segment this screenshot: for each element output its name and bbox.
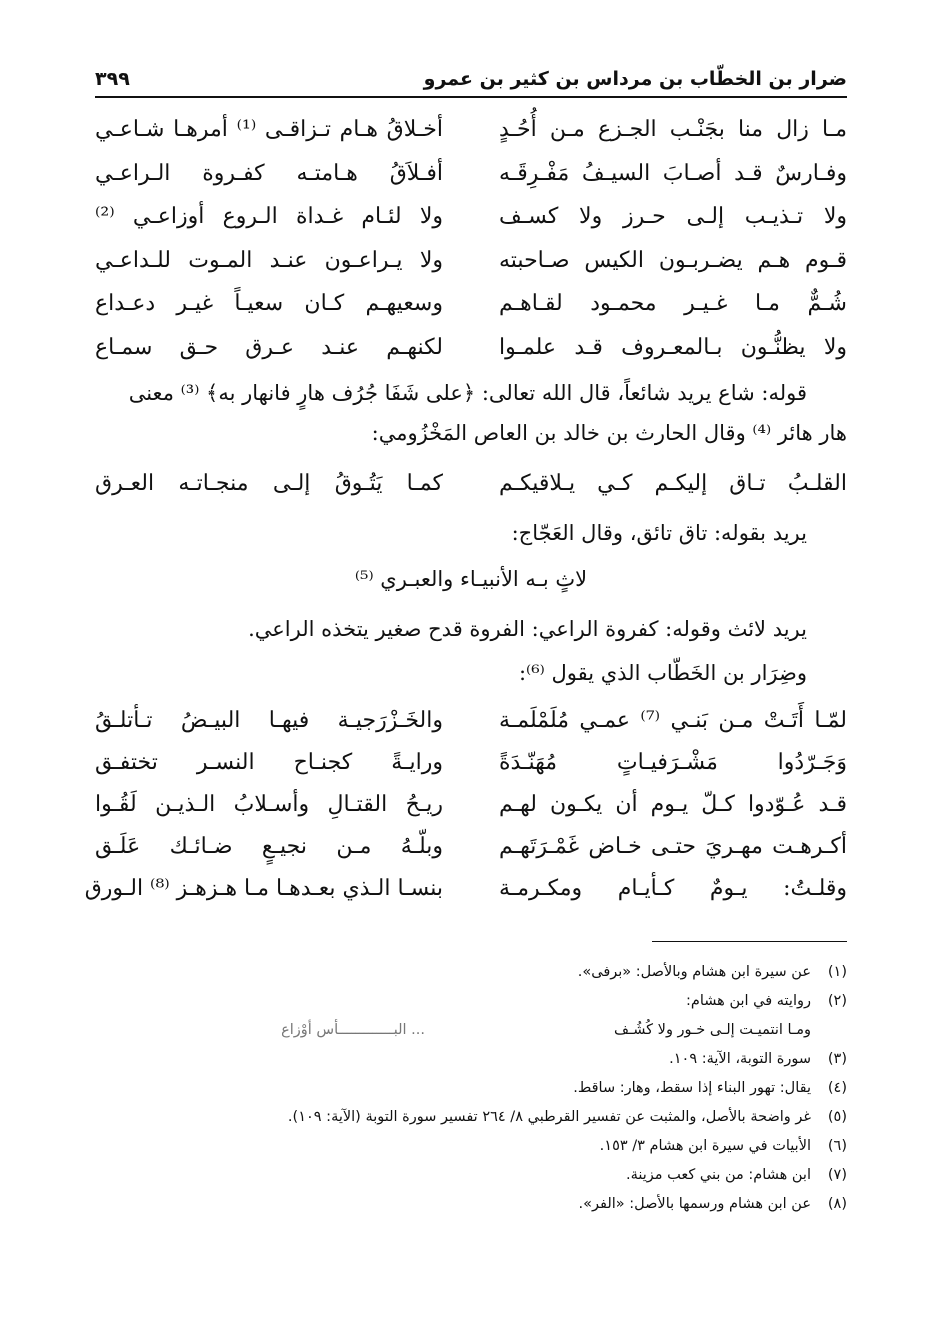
first-hemistich: وقلـتُ: يـومٌ كـأيـام ومكـرمـة [499, 875, 847, 901]
footnote [95, 958, 847, 987]
second-hemistich: ولا لئـام غـداة الـروع أوزاعـي ⁽²⁾ [95, 204, 443, 230]
footnote [95, 1074, 847, 1103]
first-hemistich: القلـبُ تـاق إليكـم كـي يـلاقيكـم [499, 470, 847, 496]
footnote [95, 1132, 847, 1161]
poem-line [95, 741, 847, 783]
footnote-number: (٧) [827, 1167, 847, 1183]
poem-line [95, 239, 847, 283]
second-hemistich: بنسـا الـذي بعـدهـا مـا هـزهـز ⁽⁸⁾ الـورق [84, 875, 443, 901]
second-hemistich: ريـحُ القتـالِ وأسـلابُ الـذيـن لَقُـوا [95, 791, 443, 817]
footnote [95, 987, 847, 1016]
first-hemistich: وفـارسٌ قـد أصـابَ السيـفُ مَفْـرِقَـه [499, 160, 847, 186]
poem-line [95, 699, 847, 741]
poem-line [95, 783, 847, 825]
footnote-text: عن ابن هشام ورسمها بالأصل: «الفر». [578, 1196, 811, 1212]
footnote-number: (٣) [827, 1051, 847, 1067]
commentary-line: قوله: شاع يريد شائعاً، قال الله تعالى: ﴿على شَفَا جُرُف هارٍ فانهار به﴾ ⁽³⁾ معنى [128, 381, 807, 405]
second-hemistich: وبلّـهُ مـن نجيـعٍ ضـائـك عَلَـق [95, 833, 443, 859]
footnote-text: الأبيات في سيرة ابن هشام ٣/ ١٥٣. [599, 1138, 811, 1154]
second-hemistich: لكنهـم عنـد عـرق حـق سمـاع [95, 334, 443, 360]
footnote-separator [652, 941, 847, 942]
second-hemistich: أفـلاَقُ هـامتـه كفـروة الـراعـي [95, 160, 443, 186]
second-hemistich: ولا يـراعـون عنـد المـوت للـداعـي [95, 247, 443, 273]
footnote-number: (٦) [827, 1138, 847, 1154]
poem-line [95, 825, 847, 867]
poem-line [95, 108, 847, 152]
page [84, 62, 848, 1219]
footnote-text: غر واضحة بالأصل، والمثبت عن تفسير القرطبي ٨/ ٢٦٤ تفسير سورة التوبة (الآية: ١٠٩). [287, 1109, 811, 1125]
footnote-text: سورة التوبة، الآية: ١٠٩. [669, 1051, 811, 1067]
footnote-number: (١) [827, 964, 847, 980]
first-hemistich: وَجَـرّدُوا مَشْـرَفيـاتٍ مُهَنّـدَةً [499, 749, 847, 775]
first-hemistich: أكـرهـت مهـريَ حتـى خـاض غَمْـرَتَهـم [499, 833, 847, 859]
poem-line [95, 152, 847, 196]
first-hemistich: ولا يظنُّـون بـالمعـروف قـد علمـوا [499, 334, 847, 360]
footnote-verse [95, 1016, 847, 1045]
commentary-line: وضِرَار بن الخَطّاب الذي يقول ⁽⁶⁾: [518, 661, 807, 685]
footnote-text: روايته في ابن هشام: [685, 993, 811, 1009]
poem-2 [84, 699, 848, 909]
page-number: ٣٩٩ [95, 68, 130, 90]
poem-line [95, 282, 847, 326]
second-hemistich: وسعيهـم كـان سعيـاً غيـر دعـداع [95, 291, 443, 317]
footnote-verse-second: ... البـــــــــــــأس أوْزاع [281, 1022, 425, 1038]
second-hemistich: والخَـزْرَجيـة فيهـا البيـضُ تـأتلـقُ [95, 707, 443, 733]
footnote-number: (٢) [827, 993, 847, 1009]
footnote [95, 1103, 847, 1132]
first-hemistich: قـد عُـوّدوا كـلّ يـوم أن يكـون لهـم [499, 791, 847, 817]
footnote-text: عن سيرة ابن هشام وبالأصل: «برفى». [577, 964, 811, 980]
rajaz-verse: لاثٍ بـه الأنبيـاء والعبـري ⁽⁵⁾ [354, 567, 588, 591]
footnote [95, 1045, 847, 1074]
footnote-number: (٤) [827, 1080, 847, 1096]
footnote [95, 1190, 847, 1219]
first-hemistich: ولا تـذيـب إلـى حـرز ولا كسـف [499, 204, 847, 230]
footnote-number: (٨) [827, 1196, 847, 1212]
first-hemistich: قـوم هـم يضـربـون الكيس صـاحبته [499, 247, 847, 273]
poem-line [95, 326, 847, 370]
second-hemistich: كمـا يَتُـوقُ إلـى منجـاتـه العـرق [95, 470, 443, 496]
footnote-text: يقال: تهور البناء إذا سقط، وهار: ساقط. [573, 1080, 811, 1096]
commentary-paragraph [95, 373, 847, 453]
footnotes [95, 958, 847, 1219]
second-hemistich: أخـلاقُ هـام تـزاقـى ⁽¹⁾ أمرهـا شـاعـي [95, 117, 443, 143]
first-hemistich: شُـمٌّ مـا غـيـر محمـود لقـاهـم [499, 291, 847, 317]
commentary-line: يريد بقوله: تاق تائق، وقال العَجّاج: [511, 521, 807, 545]
page-header [95, 62, 847, 98]
second-hemistich: ورايـةً كجنـاح النسـر تختفـق [95, 749, 443, 775]
poem-line [84, 867, 847, 909]
commentary-line: هار هائر ⁽⁴⁾ وقال الحارث بن خالد بن العاص المَخْزُومي: [371, 421, 847, 445]
poem-1 [95, 108, 847, 369]
commentary-line: يريد لائث وقوله: كفروة الراعي: الفروة قدح صغير يتخذه الراعي. [248, 617, 807, 641]
poem-line [95, 195, 847, 239]
footnote-text: ابن هشام: من بني كعب مزينة. [625, 1167, 811, 1183]
first-hemistich: مـا زال منا بجَنْـب الجـزع مـن أُحُـدٍ [499, 117, 847, 143]
footnote [95, 1161, 847, 1190]
footnote-number: (٥) [827, 1109, 847, 1125]
first-hemistich: لمّـا أَتَـتْ مـن بَنـي ⁽⁷⁾ عمـي مُلَمْلَمـة [499, 707, 848, 733]
footnote-verse-first: ومـا انتميـت إلـى خـور ولا كُشُـف [613, 1022, 811, 1038]
single-verse [95, 453, 847, 513]
running-title: ضرار بن الخطّاب بن مرداس بن كثير بن عمرو [423, 68, 847, 90]
